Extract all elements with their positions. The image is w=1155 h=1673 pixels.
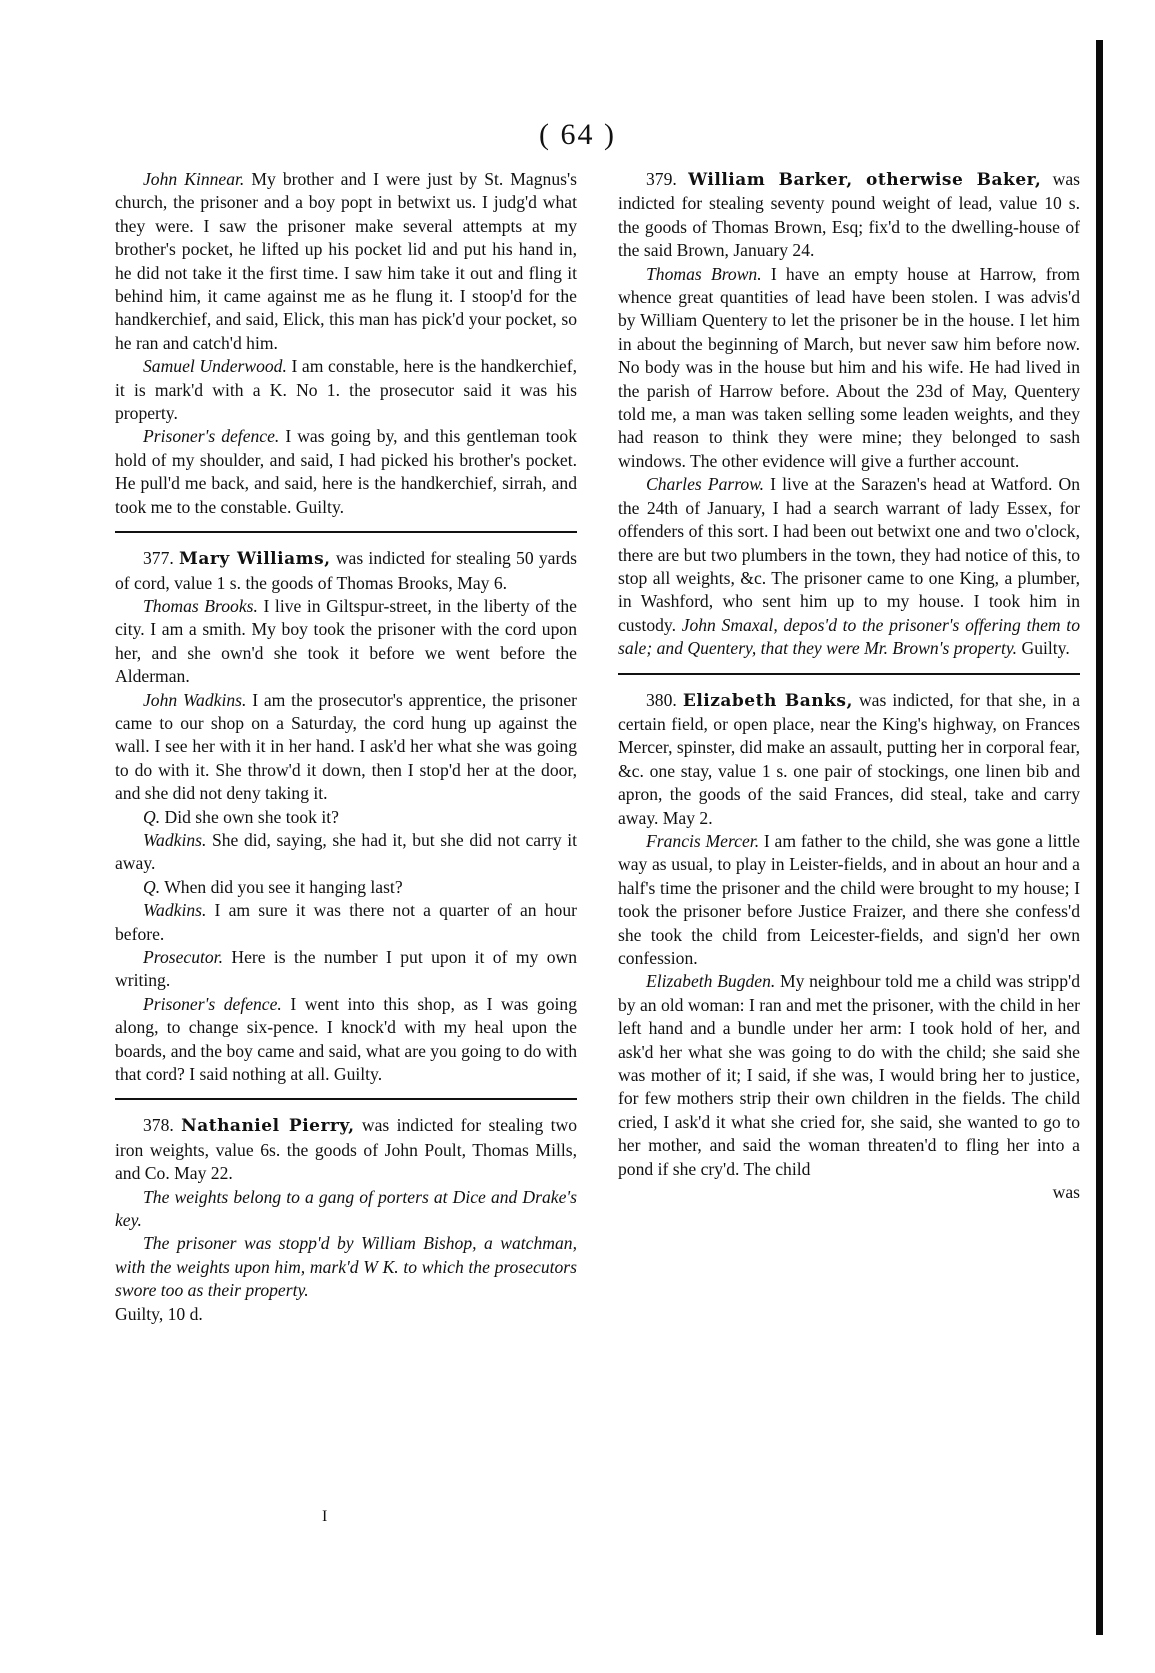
testimony-paragraph <box>618 473 1080 660</box>
case-text: was indicted for stealing two iron weights, value 6s. the goods of John Poult, Thomas Mills, and Co. May 22. <box>115 1115 577 1184</box>
left-column <box>115 168 577 1326</box>
testimony-text: I was going by, and this gentleman took hold of my shoulder, and said, I had picked his brother's pocket. He pull'd me back, and said, here is the handkerchief, sirrah, and took me to the constable. Guilty. <box>115 426 577 517</box>
testimony-text: She did, saying, she had it, but she did not carry it away. <box>115 829 577 874</box>
testimony-paragraph <box>115 806 577 829</box>
testimony-text: I went into this shop, as I was going along, to change six-pence. I knock'd with my heal upon the boards, and the boy came and said, what are you going to do with that cord? I said nothing at all. Guilty. <box>115 993 578 1085</box>
testimony-paragraph <box>115 425 577 519</box>
testimony-text: I am the prosecutor's apprentice, the prisoner came to our shop on a Saturday, the cord hung up against the wall. I see her with it in her hand. I ask'd her what she was going to do with it. She throw'd it down, then I stop'd her at the door, and she did not deny taking it. <box>115 689 577 804</box>
case-entry <box>618 168 1080 263</box>
defendant-name: Mary Williams, <box>179 549 331 570</box>
testimony-text: My brother and I were just by St. Magnus's church, the prisoner and a boy popt in betwixt us. I judg'd what they were. I saw the prisoner make several attempts at my brother's pocket, he lifted up his pocket lid and put his hand in, he did not take it the first time. I saw him take it out and fling it behind him, it came against me as he flung it. I stoop'd for the handkerchief, and said, Elick, this man has pick'd your pocket, so he ran and catch'd him. <box>115 169 577 353</box>
testimony-text: My neighbour told me a child was stripp'd by an old woman: I ran and met the prisoner, with the child in her left hand and a bundle under her arm: I took hold of her, and ask'd her what she was going to do with the child; she said she was mother of it; I said, if she was, I would bring her to justice, for few mothers strip their own children in the fields. The child cried, I ask'd it what she cried for, she said, she wanted to go to her mother, and said the woman threaten'd to fling her into a pond if she cry'd. The child <box>618 971 1080 1179</box>
case-number: 380. <box>646 689 677 710</box>
speaker-name: John Kinnear. <box>143 169 245 189</box>
testimony-text: I have an empty house at Harrow, from whence great quantities of lead have been stolen. I was advis'd by William Quentery to let the prisoner be in the house. I let him in about the beginning of March, but never saw him before now. No body was in the house but him and his wife. He had lived in the parish of Harrow before. About the 23d of May, Quentery told me, a man was taken selling some leaden weights, and they had reason to think they were mine; they belonged to sash windows. The other evidence will give a further account. <box>618 263 1080 471</box>
section-divider <box>115 531 577 533</box>
speaker-name: Wadkins. <box>143 829 207 850</box>
speaker-name: Thomas Brown. <box>646 263 762 284</box>
case-entry <box>115 1114 577 1185</box>
signature-mark: I <box>322 1508 328 1525</box>
catchword: was <box>1052 1182 1080 1203</box>
testimony-text: Here is the number I put upon it of my own writing. <box>115 947 577 991</box>
testimony-paragraph <box>115 899 577 946</box>
testimony-text: Did she own she took it? <box>160 806 339 827</box>
case-entry <box>618 689 1080 830</box>
speaker-name: Samuel Underwood. <box>143 356 287 377</box>
testimony-text: I live at the Sarazen's head at Watford. On the 24th of January, I had a search warrant of lady Essex, for offenders of this sort. I had been out betwixt one and two o'clock, there are but two plumbers in the town, they had notice of this, to stop all weights, &c. The prisoner came to one King, a plumber, in Washford, who sent him up to my house. I took him in custody. <box>618 474 1080 635</box>
page-edge-shadow <box>1096 40 1103 1635</box>
speaker-name: Q. <box>143 806 161 827</box>
italic-summary: The prisoner was stopp'd by William Bishop, a watchman, with the weights upon him, mark'd W K. to which the prosecutors swore too as their property. <box>115 1233 577 1301</box>
section-divider <box>115 1098 577 1100</box>
speaker-name: Prisoner's defence. <box>143 426 280 447</box>
testimony-paragraph <box>618 970 1080 1181</box>
defendant-name: Elizabeth Banks, <box>682 690 853 711</box>
case-number: 379. <box>646 169 677 189</box>
verdict-line: Guilty, 10 d. <box>115 1303 203 1324</box>
testimony-text: I live in Giltspur-street, in the liberty of the city. I am a smith. My boy took the prisoner with the cord upon her, and she own'd she took it before we went before the Alderman. <box>115 595 577 687</box>
testimony-paragraph <box>115 993 577 1087</box>
testimony-paragraph <box>115 595 577 689</box>
testimony-paragraph <box>115 168 577 355</box>
testimony-paragraph <box>115 829 577 876</box>
testimony-text: I am sure it was there not a quarter of an hour before. <box>115 900 577 944</box>
margin-specks <box>14 90 44 1590</box>
testimony-paragraph <box>115 946 577 993</box>
testimony-paragraph <box>618 830 1080 970</box>
italic-summary: The weights belong to a gang of porters at Dice and Drake's key. <box>115 1186 577 1231</box>
speaker-name: Thomas Brooks. <box>143 595 258 616</box>
speaker-name: John Wadkins. <box>143 689 247 710</box>
verdict-text: Guilty. <box>1017 638 1070 659</box>
page-number: ( 64 ) <box>539 118 616 151</box>
italic-summary: John Smaxal, depos'd to the prisoner's offering them to sale; and Quentery, that they were Mr. Brown's property. <box>618 614 1080 659</box>
case-number: 378. <box>143 1115 174 1136</box>
speaker-name: Prosecutor. <box>143 947 223 967</box>
case-text: was indicted for stealing seventy pound weight of lead, value 10 s. the goods of Thomas Brown, Esq; fix'd to the dwelling-house of the said Brown, January 24. <box>618 169 1080 261</box>
testimony-text: When did you see it hanging last? <box>160 876 403 897</box>
speaker-name: Q. <box>143 876 161 897</box>
testimony-paragraph <box>115 876 577 899</box>
testimony-paragraph <box>115 1186 577 1233</box>
right-column <box>618 168 1080 1204</box>
case-text: was indicted, for that she, in a certain field, or open place, near the King's highway, on Frances Mercer, spinster, did make an assault, putting her in corporal fear, &c. one stay, value 1 s. one pair of stockings, one linen bib and apron, the goods of the said Frances, did steal, take and carry away. May 2. <box>618 689 1081 828</box>
speaker-name: Francis Mercer. <box>646 830 760 851</box>
case-text: was indicted for stealing 50 yards of cord, value 1 s. the goods of Thomas Brooks, May 6. <box>115 548 577 593</box>
testimony-paragraph <box>115 689 577 806</box>
testimony-text: I am constable, here is the handkerchief, it is mark'd with a K. No 1. the prosecutor said it was his property. <box>115 356 577 424</box>
speaker-name: Elizabeth Bugden. <box>646 971 776 992</box>
case-number: 377. <box>143 548 174 569</box>
defendant-name: William Barker, otherwise Baker, <box>688 170 1042 190</box>
speaker-name: Wadkins. <box>143 900 207 921</box>
testimony-paragraph <box>618 263 1080 474</box>
section-divider <box>618 673 1080 675</box>
testimony-paragraph <box>115 355 577 425</box>
testimony-text: I am father to the child, she was gone a little way as usual, to play in Leister-fields, and in about an hour and a half's time the prisoner and the child were brought to my house; I took the prisoner before Justice Fraizer, and there she confess'd she took the child from Leicester-fields, and sign'd her own confession. <box>618 830 1080 968</box>
testimony-paragraph <box>115 1232 577 1302</box>
speaker-name: Prisoner's defence. <box>143 993 282 1014</box>
defendant-name: Nathaniel Pierry, <box>181 1116 355 1137</box>
speaker-name: Charles Parrow. <box>646 474 765 495</box>
case-entry <box>115 547 577 595</box>
